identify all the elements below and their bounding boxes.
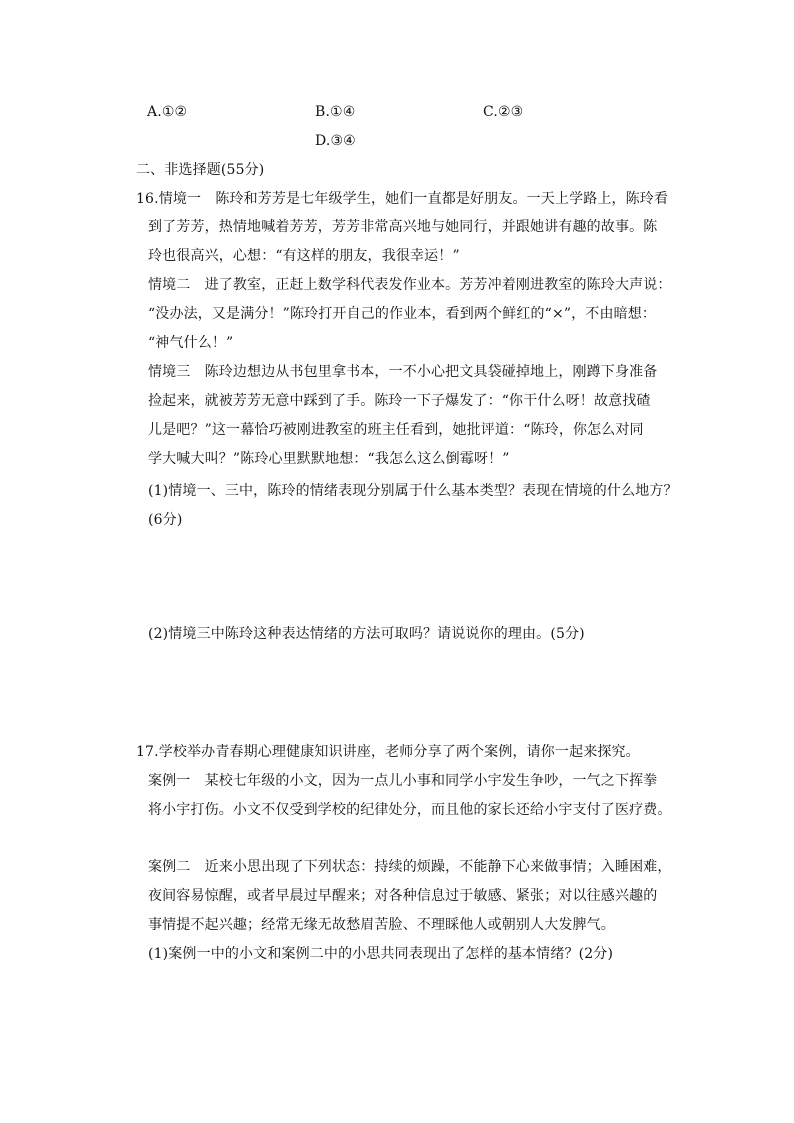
q16-line: 儿是吧？”这一幕恰巧被刚进教室的班主任看到，她批评道：“陈玲，你怎么对同 — [148, 422, 644, 438]
option-b: B.①④ — [315, 104, 356, 120]
q17-sub1-line: (1)案例一中的小文和案例二中的小思共同表现出了怎样的基本情绪？(2分) — [148, 946, 614, 962]
q17-case2-line: 案例二 近来小思出现了下列状态：持续的烦躁，不能静下心来做事情；入睡困难， — [148, 859, 672, 875]
q16-line: “神气什么！” — [148, 335, 234, 351]
q17-case1-line: 案例一 某校七年级的小文，因为一点儿小事和同学小宇发生争吵，一气之下挥拳 — [148, 773, 658, 789]
q16-sub1-line: (1)情境一、三中，陈玲的情绪表现分别属于什么基本类型？表现在情境的什么地方？ — [148, 483, 678, 499]
q16-line: 玲也很高兴，心想：“有这样的朋友，我很幸运！” — [148, 248, 460, 264]
q16-line: 16.情境一 陈玲和芳芳是七年级学生，她们一直都是好朋友。一天上学路上，陈玲看 — [136, 191, 669, 207]
q16-sub1-points: (6分) — [148, 512, 183, 528]
q16-line: 捡起来，就被芳芳无意中踩到了手。陈玲一下子爆发了：“你干什么呀！故意找碴 — [148, 393, 651, 409]
q17-intro: 17.学校举办青春期心理健康知识讲座，老师分享了两个案例，请你一起来探究。 — [136, 744, 640, 760]
q16-line: “没办法，又是满分！”陈玲打开自己的作业本，看到两个鲜红的“×”，不由暗想： — [148, 306, 657, 322]
q16-line: 情境三 陈玲边想边从书包里拿书本，一不小心把文具袋碰掉地上，刚蹲下身准备 — [148, 364, 658, 380]
q16-line: 情境二 进了教室，正赶上数学科代表发作业本。芳芳冲着刚进教室的陈玲大声说： — [148, 277, 672, 293]
section-heading: 二、非选择题(55分) — [136, 162, 265, 178]
q16-sub2-line: (2)情境三中陈玲这种表达情绪的方法可取吗？请说说你的理由。(5分) — [148, 626, 585, 642]
q16-line: 到了芳芳，热情地喊着芳芳，芳芳非常高兴地与她同行，并跟她讲有趣的故事。陈 — [148, 219, 658, 235]
q16-line: 学大喊大叫？”陈玲心里默默地想：“我怎么这么倒霉呀！” — [148, 451, 510, 467]
option-c: C.②③ — [483, 104, 524, 120]
option-d: D.③④ — [315, 133, 356, 149]
q17-case1-line: 将小宇打伤。小文不仅受到学校的纪律处分，而且他的家长还给小宇支付了医疗费。 — [148, 802, 672, 818]
q17-case2-line: 夜间容易惊醒，或者早晨过早醒来；对各种信息过于敏感、紧张；对以往感兴趣的 — [148, 888, 658, 904]
option-a: A.①② — [147, 104, 188, 120]
q17-case2-line: 事情提不起兴趣；经常无缘无故愁眉苦脸、不理睬他人或朝别人大发脾气。 — [148, 917, 615, 933]
